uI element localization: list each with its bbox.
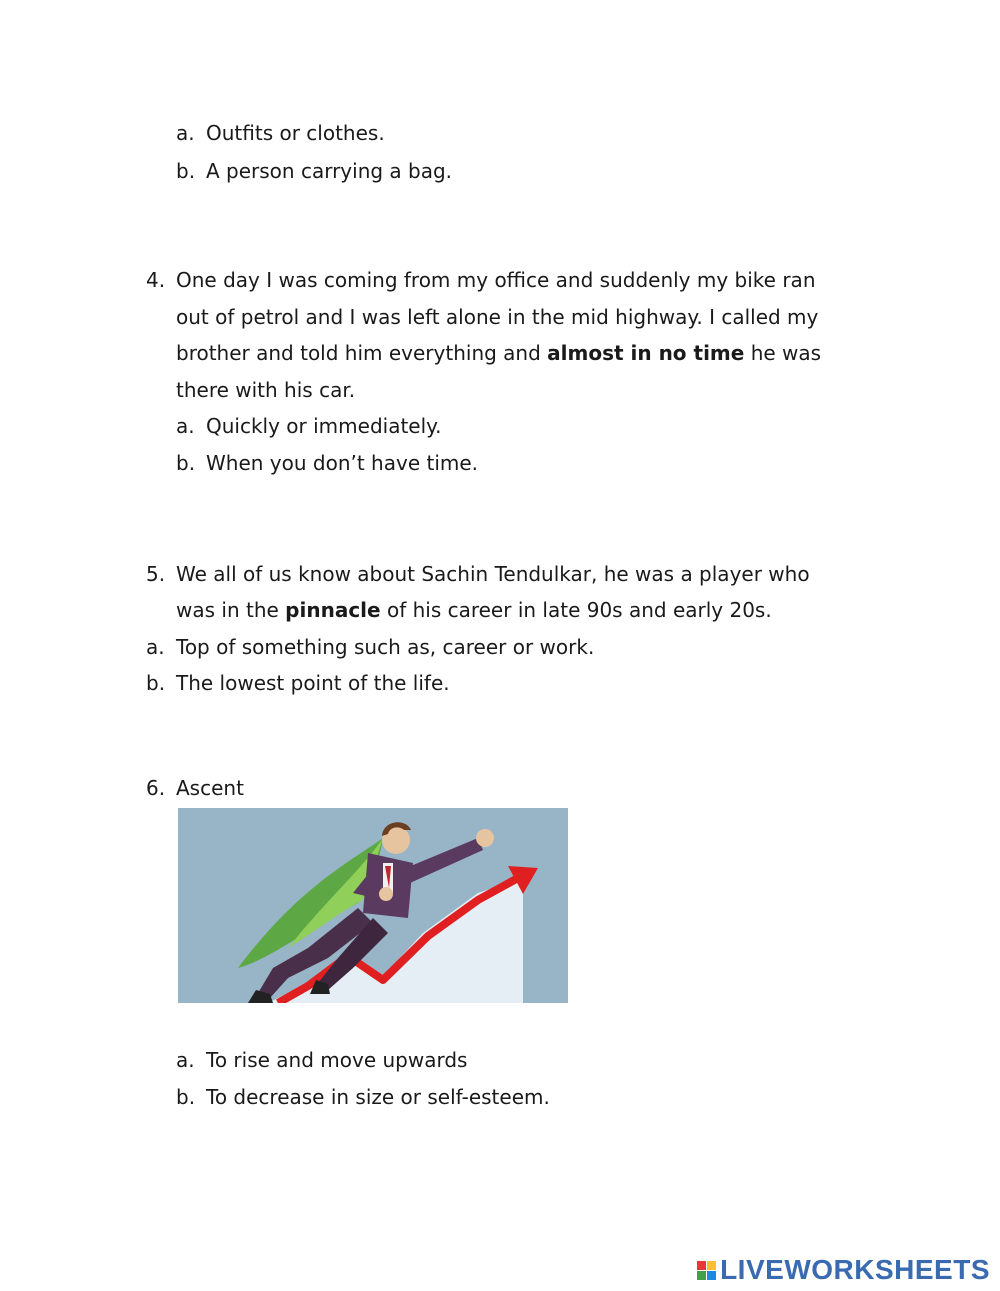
q3-option-a-marker: a. <box>176 121 195 145</box>
q6-number: 6. <box>146 776 166 800</box>
q5-line-1: We all of us know about Sachin Tendulkar, he was a player who <box>176 562 810 586</box>
q5-line-2-before: was in the <box>176 598 286 622</box>
q6-word: Ascent <box>176 776 244 800</box>
q5-line-2-after: of his career in late 90s and early 20s. <box>380 598 772 622</box>
q4-option-b: When you don’t have time. <box>206 451 479 475</box>
logo-block <box>707 1261 716 1270</box>
q5-option-a-marker: a. <box>146 635 165 659</box>
q5-option-b-marker: b. <box>146 671 166 695</box>
logo-block <box>697 1261 706 1270</box>
q6-option-b-marker: b. <box>176 1085 196 1109</box>
q5-line-2 <box>176 597 772 623</box>
q5-option-a: Top of something such as, career or work. <box>176 635 595 659</box>
q5-number: 5. <box>146 562 166 586</box>
q4-line-3-after: he was <box>744 341 822 365</box>
q5-option-b: The lowest point of the life. <box>176 671 450 695</box>
q4-option-a-marker: a. <box>176 414 195 438</box>
q4-line-3 <box>176 340 821 366</box>
q4-line-3-before: brother and told him everything and <box>176 341 548 365</box>
logo-text: LIVEWORKSHEETS <box>720 1254 990 1285</box>
q3-option-b-marker: b. <box>176 159 196 183</box>
q6-option-a-marker: a. <box>176 1048 195 1072</box>
logo-blocks-icon <box>697 1261 716 1280</box>
q4-option-a: Quickly or immediately. <box>206 414 442 438</box>
logo-block <box>697 1271 706 1280</box>
superhero-rising-arrow-illustration <box>178 808 568 1003</box>
q3-option-b: A person carrying a bag. <box>206 159 453 183</box>
q4-line-4: there with his car. <box>176 378 356 402</box>
q4-number: 4. <box>146 268 166 292</box>
liveworksheets-logo <box>697 1254 990 1286</box>
q4-key-phrase: almost in no time <box>547 341 745 365</box>
q6-option-b: To decrease in size or self-esteem. <box>206 1085 550 1109</box>
q6-option-a: To rise and move upwards <box>206 1048 468 1072</box>
q3-option-a: Outfits or clothes. <box>206 121 385 145</box>
q5-key-word: pinnacle <box>285 598 381 622</box>
q4-line-2: out of petrol and I was left alone in the mid highway. I called my <box>176 305 819 329</box>
logo-block <box>707 1271 716 1280</box>
q4-line-1: One day I was coming from my office and suddenly my bike ran <box>176 268 816 292</box>
q4-option-b-marker: b. <box>176 451 196 475</box>
